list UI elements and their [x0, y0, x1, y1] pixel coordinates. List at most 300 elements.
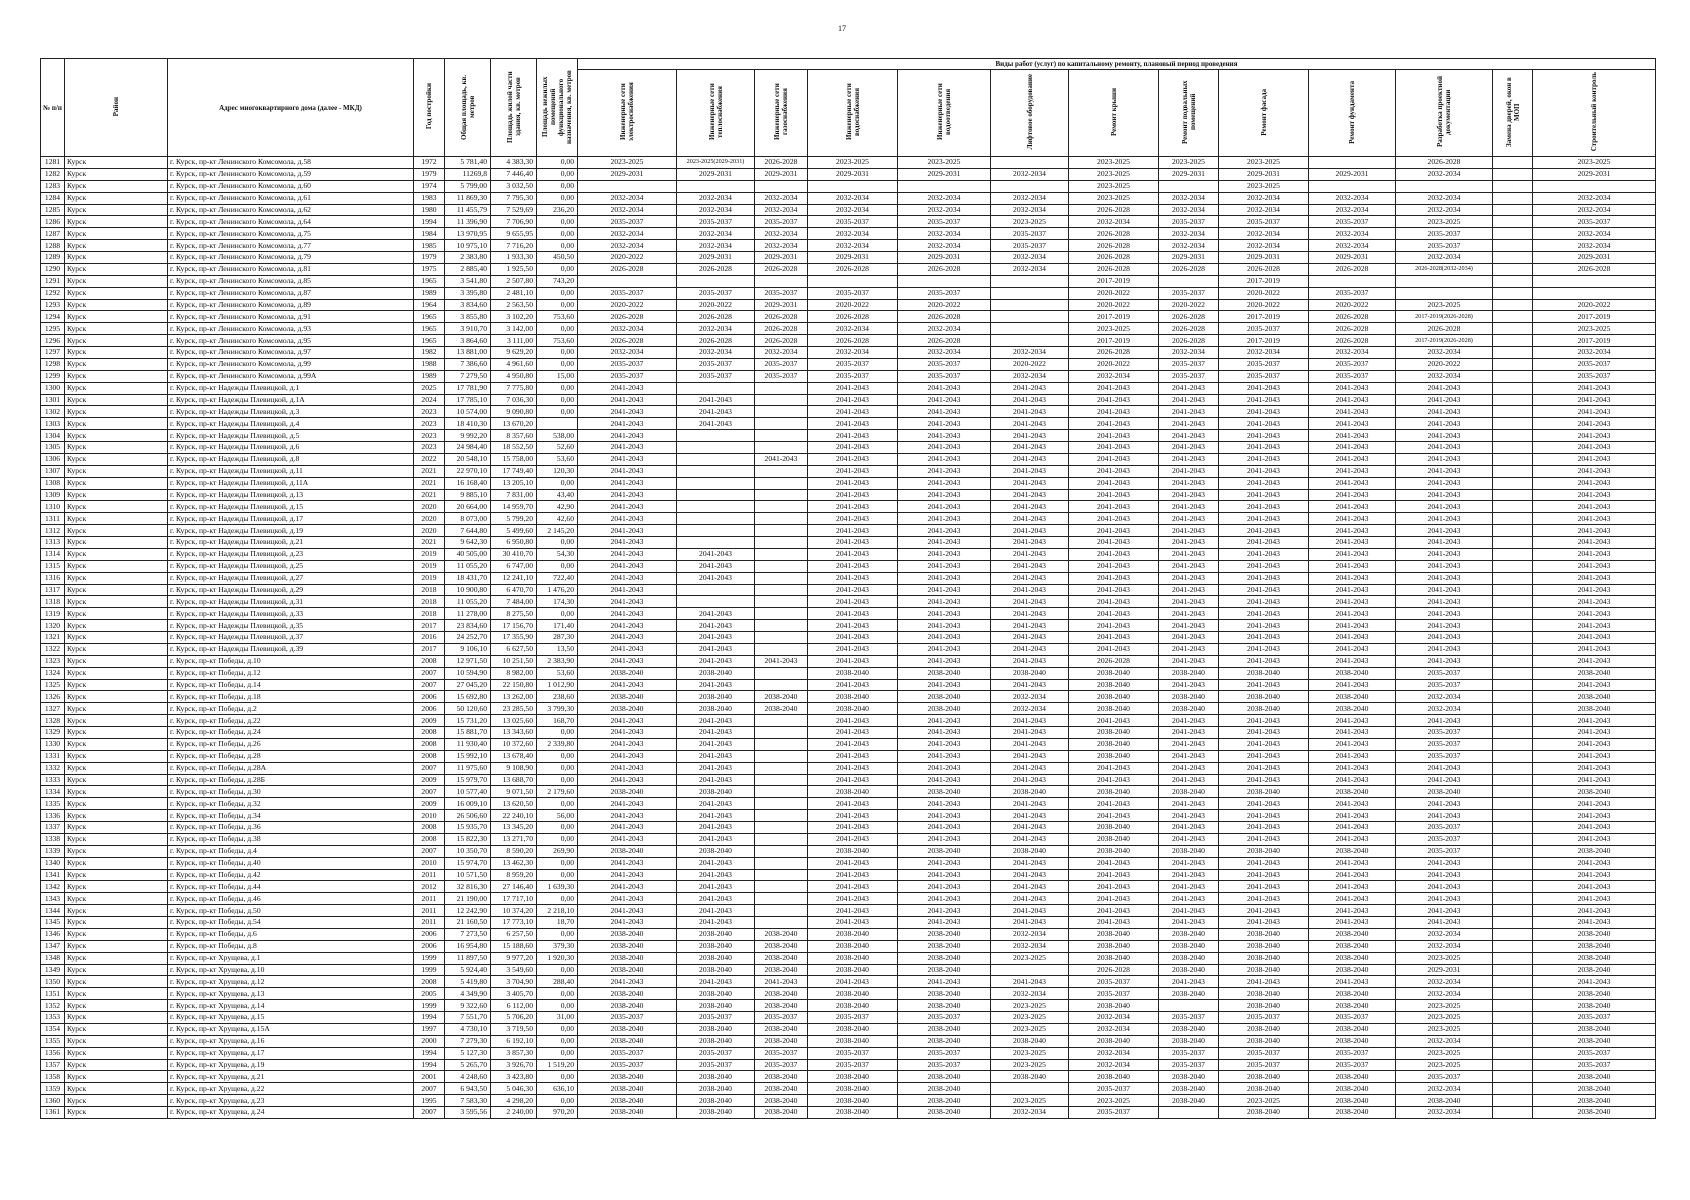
table-cell: [1533, 180, 1656, 192]
table-cell: 1994: [414, 216, 445, 228]
table-cell: 2041-2043: [1396, 893, 1493, 905]
table-cell: [755, 442, 808, 454]
table-cell: г. Курск, пр-кт Ленинского Комсомола, д.91: [168, 311, 414, 323]
table-cell: 2 507,80: [491, 275, 537, 287]
table-cell: 2032-2034: [1069, 216, 1159, 228]
table-cell: 2038-2040: [1533, 786, 1656, 798]
table-cell: 2035-2037: [1069, 1083, 1159, 1095]
table-cell: [1493, 299, 1533, 311]
table-cell: 2007: [414, 667, 445, 679]
table-cell: 3 102,20: [491, 311, 537, 323]
header-work-8: Ремонт фасада: [1219, 70, 1309, 157]
table-cell: 2041-2043: [1219, 406, 1309, 418]
table-cell: 2041-2043: [1219, 905, 1309, 917]
table-cell: 1334: [41, 786, 65, 798]
table-cell: 1292: [41, 287, 65, 299]
table-cell: 0,00: [537, 750, 578, 762]
table-cell: 2038-2040: [808, 940, 898, 952]
table-cell: 2041-2043: [1533, 762, 1656, 774]
table-cell: 2023-2025: [1069, 168, 1159, 180]
table-cell: 2041-2043: [677, 548, 755, 560]
table-cell: 2038-2040: [1219, 1071, 1309, 1083]
table-cell: 2035-2037: [578, 1012, 677, 1024]
table-cell: 2041-2043: [1219, 465, 1309, 477]
table-cell: 2041-2043: [898, 715, 991, 727]
table-cell: [1493, 501, 1533, 513]
table-cell: 10 900,80: [445, 584, 491, 596]
table-cell: 11 455,79: [445, 204, 491, 216]
table-cell: 2035-2037: [1159, 358, 1219, 370]
table-cell: 2041-2043: [1159, 810, 1219, 822]
table-cell: Курск: [65, 299, 168, 311]
table-cell: 7 706,90: [491, 216, 537, 228]
table-cell: г. Курск, пр-кт Надежды Плевицкой, д.13: [168, 489, 414, 501]
table-cell: 2041-2043: [1396, 655, 1493, 667]
table-cell: Курск: [65, 869, 168, 881]
table-cell: 2038-2040: [808, 1095, 898, 1107]
table-cell: [1493, 1071, 1533, 1083]
table-cell: 1305: [41, 442, 65, 454]
table-cell: г. Курск, пр-кт Победы, д.22: [168, 715, 414, 727]
table-cell: 2023-2025: [991, 952, 1069, 964]
table-cell: 2032-2034: [991, 347, 1069, 359]
table-cell: 4 950,80: [491, 370, 537, 382]
table-cell: 2038-2040: [808, 1023, 898, 1035]
table-cell: 9 071,50: [491, 786, 537, 798]
table-cell: [677, 584, 755, 596]
table-cell: 2017-2019: [1219, 335, 1309, 347]
table-cell: 2032-2034: [1396, 1083, 1493, 1095]
table-cell: 2023-2025(2029-2031): [677, 157, 755, 169]
table-cell: 2032-2034: [1396, 976, 1493, 988]
table-cell: 2038-2040: [1159, 1071, 1219, 1083]
header-num: № п/п: [41, 59, 65, 157]
table-cell: 2038-2040: [1309, 988, 1396, 1000]
table-cell: [1493, 691, 1533, 703]
table-cell: 2032-2034: [1396, 703, 1493, 715]
table-cell: 2041-2043: [1396, 917, 1493, 929]
table-cell: 2038-2040: [1309, 928, 1396, 940]
table-cell: 2038-2040: [755, 988, 808, 1000]
table-cell: 1326: [41, 691, 65, 703]
table-cell: 2038-2040: [1219, 1083, 1309, 1095]
table-cell: 2032-2034: [578, 204, 677, 216]
table-cell: 2032-2034: [755, 204, 808, 216]
table-row: [41, 560, 1656, 572]
table-cell: [755, 394, 808, 406]
table-cell: 2038-2040: [677, 1000, 755, 1012]
table-row: [41, 489, 1656, 501]
table-cell: 0,00: [537, 762, 578, 774]
table-cell: 2041-2043: [808, 905, 898, 917]
table-cell: 52,60: [537, 442, 578, 454]
table-cell: 2035-2037: [1219, 1012, 1309, 1024]
table-cell: 2038-2040: [1159, 691, 1219, 703]
table-cell: 2041-2043: [1396, 525, 1493, 537]
table-cell: 2041-2043: [578, 584, 677, 596]
table-cell: 13 262,00: [491, 691, 537, 703]
table-cell: 9 629,20: [491, 347, 537, 359]
table-cell: 27 146,40: [491, 881, 537, 893]
table-cell: 2032-2034: [1396, 1107, 1493, 1119]
table-cell: 2035-2037: [1159, 370, 1219, 382]
table-cell: [991, 275, 1069, 287]
table-cell: 2041-2043: [1309, 430, 1396, 442]
table-cell: 2038-2040: [578, 691, 677, 703]
table-cell: 2008: [414, 833, 445, 845]
table-cell: 2035-2037: [1533, 1047, 1656, 1059]
table-cell: 2023-2025: [1069, 180, 1159, 192]
table-cell: 1283: [41, 180, 65, 192]
table-row: [41, 394, 1656, 406]
table-cell: 2041-2043: [991, 679, 1069, 691]
table-cell: [755, 857, 808, 869]
table-cell: [1159, 275, 1219, 287]
table-cell: 2026-2028: [1069, 347, 1159, 359]
table-cell: 2017-2019: [1069, 335, 1159, 347]
table-cell: 6 627,50: [491, 643, 537, 655]
table-cell: 1994: [414, 1059, 445, 1071]
table-cell: 2032-2034: [1219, 347, 1309, 359]
table-row: [41, 905, 1656, 917]
table-cell: 2035-2037: [755, 1047, 808, 1059]
table-cell: 2020-2022: [1309, 299, 1396, 311]
table-cell: 2026-2028: [677, 263, 755, 275]
table-cell: 2041-2043: [1309, 513, 1396, 525]
table-cell: [1493, 786, 1533, 798]
table-cell: 2041-2043: [808, 465, 898, 477]
table-cell: [755, 643, 808, 655]
table-cell: 2041-2043: [808, 489, 898, 501]
table-cell: Курск: [65, 430, 168, 442]
table-cell: г. Курск, пр-кт Ленинского Комсомола, д.97: [168, 347, 414, 359]
table-cell: 2041-2043: [1219, 382, 1309, 394]
table-cell: Курск: [65, 394, 168, 406]
table-cell: [1493, 976, 1533, 988]
table-cell: 2035-2037: [1309, 1012, 1396, 1024]
table-cell: 2041-2043: [677, 810, 755, 822]
table-cell: 2035-2037: [1219, 323, 1309, 335]
table-cell: 2011: [414, 917, 445, 929]
table-cell: [991, 287, 1069, 299]
table-cell: 2032-2034: [991, 168, 1069, 180]
table-cell: 2041-2043: [1533, 406, 1656, 418]
table-row: [41, 252, 1656, 264]
table-cell: 13 688,70: [491, 774, 537, 786]
table-cell: 2023-2025: [1219, 1095, 1309, 1107]
table-cell: 288,40: [537, 976, 578, 988]
table-cell: 2041-2043: [1219, 750, 1309, 762]
table-cell: 2041-2043: [1396, 537, 1493, 549]
table-cell: Курск: [65, 703, 168, 715]
table-row: [41, 513, 1656, 525]
table-cell: 2041-2043: [1309, 584, 1396, 596]
table-row: [41, 833, 1656, 845]
table-cell: 2041-2043: [578, 560, 677, 572]
table-cell: 2032-2034: [1396, 204, 1493, 216]
table-cell: 2038-2040: [1309, 1107, 1396, 1119]
table-cell: 2041-2043: [578, 976, 677, 988]
table-cell: 11 278,00: [445, 608, 491, 620]
table-cell: 11269,8: [445, 168, 491, 180]
table-cell: 2032-2034: [1533, 228, 1656, 240]
table-cell: 3 541,80: [445, 275, 491, 287]
table-cell: 2021: [414, 465, 445, 477]
table-cell: 8 357,60: [491, 430, 537, 442]
table-cell: 1979: [414, 252, 445, 264]
table-cell: [755, 822, 808, 834]
table-cell: 2041-2043: [1309, 465, 1396, 477]
table-cell: 2 481,10: [491, 287, 537, 299]
table-cell: [1493, 572, 1533, 584]
table-cell: г. Курск, пр-кт Хрущева, д.24: [168, 1107, 414, 1119]
table-cell: 2032-2034: [1533, 240, 1656, 252]
table-cell: 2020-2022: [991, 358, 1069, 370]
table-cell: 2023-2025: [1219, 180, 1309, 192]
table-cell: 18,70: [537, 917, 578, 929]
table-cell: г. Курск, пр-кт Надежды Плевицкой, д.6: [168, 442, 414, 454]
table-cell: 2032-2034: [1309, 192, 1396, 204]
table-cell: [677, 465, 755, 477]
table-cell: 1353: [41, 1012, 65, 1024]
table-cell: 2041-2043: [1219, 418, 1309, 430]
table-cell: 2041-2043: [1159, 525, 1219, 537]
table-cell: 2041-2043: [808, 477, 898, 489]
table-cell: 2026-2028: [1309, 323, 1396, 335]
table-cell: 1999: [414, 1000, 445, 1012]
table-cell: 1335: [41, 798, 65, 810]
table-cell: 2032-2034: [898, 192, 991, 204]
table-cell: 2020-2022: [578, 299, 677, 311]
table-cell: 2025: [414, 382, 445, 394]
table-cell: 2041-2043: [1159, 477, 1219, 489]
table-cell: 20 664,00: [445, 501, 491, 513]
table-cell: 11 897,50: [445, 952, 491, 964]
table-cell: 2041-2043: [1533, 584, 1656, 596]
table-cell: 11 930,40: [445, 738, 491, 750]
table-cell: [991, 299, 1069, 311]
table-cell: 15 822,30: [445, 833, 491, 845]
table-cell: 1351: [41, 988, 65, 1000]
table-cell: 0,00: [537, 228, 578, 240]
table-cell: 2032-2034: [1159, 347, 1219, 359]
table-cell: 10 577,40: [445, 786, 491, 798]
table-cell: 3 857,30: [491, 1047, 537, 1059]
table-cell: 2041-2043: [578, 810, 677, 822]
table-cell: 0,00: [537, 382, 578, 394]
table-cell: [677, 489, 755, 501]
table-cell: 2041-2043: [1219, 572, 1309, 584]
table-row: [41, 382, 1656, 394]
table-cell: 0,00: [537, 727, 578, 739]
table-cell: 2041-2043: [1309, 869, 1396, 881]
table-cell: [1533, 287, 1656, 299]
table-cell: 2041-2043: [1159, 608, 1219, 620]
table-cell: 0,00: [537, 1023, 578, 1035]
table-cell: 2041-2043: [1533, 382, 1656, 394]
table-cell: 2019: [414, 572, 445, 584]
table-cell: 15 935,70: [445, 822, 491, 834]
table-cell: [1493, 774, 1533, 786]
table-row: [41, 715, 1656, 727]
table-row: [41, 1047, 1656, 1059]
table-cell: [1493, 382, 1533, 394]
table-cell: 2041-2043: [1069, 465, 1159, 477]
table-cell: 2038-2040: [1219, 964, 1309, 976]
table-cell: 2020-2022: [1219, 287, 1309, 299]
table-cell: 2020-2022: [1069, 358, 1159, 370]
table-cell: г. Курск, пр-кт Надежды Плевицкой, д.3: [168, 406, 414, 418]
table-cell: 2041-2043: [991, 537, 1069, 549]
table-cell: г. Курск, пр-кт Надежды Плевицкой, д.27: [168, 572, 414, 584]
table-cell: Курск: [65, 204, 168, 216]
table-cell: 2038-2040: [1069, 1071, 1159, 1083]
table-cell: 1281: [41, 157, 65, 169]
table-cell: [1396, 275, 1493, 287]
table-cell: [1493, 394, 1533, 406]
table-cell: 2041-2043: [578, 442, 677, 454]
table-cell: Курск: [65, 168, 168, 180]
table-cell: 2041-2043: [1309, 727, 1396, 739]
table-cell: 2041-2043: [1069, 453, 1159, 465]
table-cell: 2041-2043: [677, 418, 755, 430]
table-cell: [1493, 1012, 1533, 1024]
table-cell: 2041-2043: [898, 596, 991, 608]
table-cell: [755, 596, 808, 608]
table-cell: 2041-2043: [991, 620, 1069, 632]
table-cell: 4 349,90: [445, 988, 491, 1000]
table-cell: 2038-2040: [1309, 1083, 1396, 1095]
table-cell: 2041-2043: [808, 655, 898, 667]
table-cell: г. Курск, пр-кт Надежды Плевицкой, д.21: [168, 537, 414, 549]
table-cell: 2041-2043: [808, 857, 898, 869]
table-cell: 2041-2043: [1069, 418, 1159, 430]
table-cell: 2032-2034: [991, 928, 1069, 940]
table-cell: [1493, 1107, 1533, 1119]
table-cell: 15 731,20: [445, 715, 491, 727]
table-cell: 2029-2031: [1309, 168, 1396, 180]
table-cell: 2038-2040: [898, 1071, 991, 1083]
table-cell: 5 924,40: [445, 964, 491, 976]
table-cell: 753,60: [537, 335, 578, 347]
table-cell: 3 142,00: [491, 323, 537, 335]
table-cell: 2041-2043: [1396, 798, 1493, 810]
table-cell: 2038-2040: [808, 928, 898, 940]
table-cell: 0,00: [537, 798, 578, 810]
table-cell: [1493, 620, 1533, 632]
table-cell: 2038-2040: [1309, 952, 1396, 964]
table-cell: 1354: [41, 1023, 65, 1035]
table-cell: 4 383,30: [491, 157, 537, 169]
table-cell: 2041-2043: [1533, 501, 1656, 513]
table-cell: 2038-2040: [677, 1023, 755, 1035]
table-cell: 2041-2043: [1533, 430, 1656, 442]
table-cell: 10 374,20: [491, 905, 537, 917]
table-cell: 2041-2043: [1159, 833, 1219, 845]
table-cell: 1965: [414, 323, 445, 335]
table-cell: 2041-2043: [578, 727, 677, 739]
table-cell: 2038-2040: [1159, 988, 1219, 1000]
table-cell: Курск: [65, 157, 168, 169]
table-cell: Курск: [65, 857, 168, 869]
table-cell: [755, 667, 808, 679]
table-cell: 0,00: [537, 1035, 578, 1047]
table-cell: 2041-2043: [1219, 525, 1309, 537]
table-cell: 0,00: [537, 893, 578, 905]
table-cell: [1493, 857, 1533, 869]
table-cell: 2038-2040: [1533, 988, 1656, 1000]
table-row: [41, 465, 1656, 477]
table-cell: 10 975,10: [445, 240, 491, 252]
table-row: [41, 750, 1656, 762]
table-cell: 1290: [41, 263, 65, 275]
table-cell: 269,90: [537, 845, 578, 857]
header-work-11: Замена дверей, окон в МОП: [1493, 70, 1533, 157]
table-cell: 2041-2043: [898, 738, 991, 750]
table-cell: 2038-2040: [1309, 703, 1396, 715]
table-cell: 2041-2043: [808, 501, 898, 513]
table-cell: 2041-2043: [1309, 762, 1396, 774]
table-cell: Курск: [65, 323, 168, 335]
table-cell: 2041-2043: [1309, 525, 1396, 537]
table-cell: 2041-2043: [578, 620, 677, 632]
table-cell: 2041-2043: [898, 798, 991, 810]
table-cell: 2041-2043: [1069, 774, 1159, 786]
table-cell: 2041-2043: [991, 501, 1069, 513]
table-cell: 2041-2043: [1219, 453, 1309, 465]
table-cell: 2032-2034: [991, 370, 1069, 382]
table-cell: 2041-2043: [578, 715, 677, 727]
table-cell: 2038-2040: [1159, 667, 1219, 679]
table-cell: 2038-2040: [1309, 1071, 1396, 1083]
table-cell: 2041-2043: [677, 394, 755, 406]
table-cell: 2041-2043: [1159, 489, 1219, 501]
table-row: [41, 798, 1656, 810]
table-cell: 1284: [41, 192, 65, 204]
table-cell: Курск: [65, 893, 168, 905]
table-cell: [991, 157, 1069, 169]
table-cell: 2032-2034: [1219, 204, 1309, 216]
table-cell: 2041-2043: [1533, 798, 1656, 810]
table-cell: 2041-2043: [991, 643, 1069, 655]
table-cell: 2035-2037: [898, 358, 991, 370]
table-cell: 2041-2043: [1219, 513, 1309, 525]
table-cell: г. Курск, пр-кт Победы, д.10: [168, 655, 414, 667]
table-cell: [991, 180, 1069, 192]
table-cell: 7 279,50: [445, 370, 491, 382]
table-cell: [1493, 667, 1533, 679]
table-row: [41, 299, 1656, 311]
table-cell: [755, 786, 808, 798]
table-cell: [1493, 1059, 1533, 1071]
table-cell: 2041-2043: [1069, 762, 1159, 774]
table-cell: [755, 537, 808, 549]
table-cell: 0,00: [537, 168, 578, 180]
table-cell: 2035-2037: [1396, 845, 1493, 857]
table-cell: 2032-2034: [578, 347, 677, 359]
table-cell: 2041-2043: [1159, 394, 1219, 406]
table-cell: 2041-2043: [1219, 608, 1309, 620]
table-cell: 2023-2025: [1396, 952, 1493, 964]
table-cell: 3 704,90: [491, 976, 537, 988]
table-cell: 3 032,50: [491, 180, 537, 192]
table-cell: 2041-2043: [898, 489, 991, 501]
table-cell: 2 145,20: [537, 525, 578, 537]
table-cell: 2038-2040: [991, 786, 1069, 798]
table-cell: 2032-2034: [1396, 691, 1493, 703]
table-cell: 2041-2043: [991, 976, 1069, 988]
table-cell: 2009: [414, 798, 445, 810]
